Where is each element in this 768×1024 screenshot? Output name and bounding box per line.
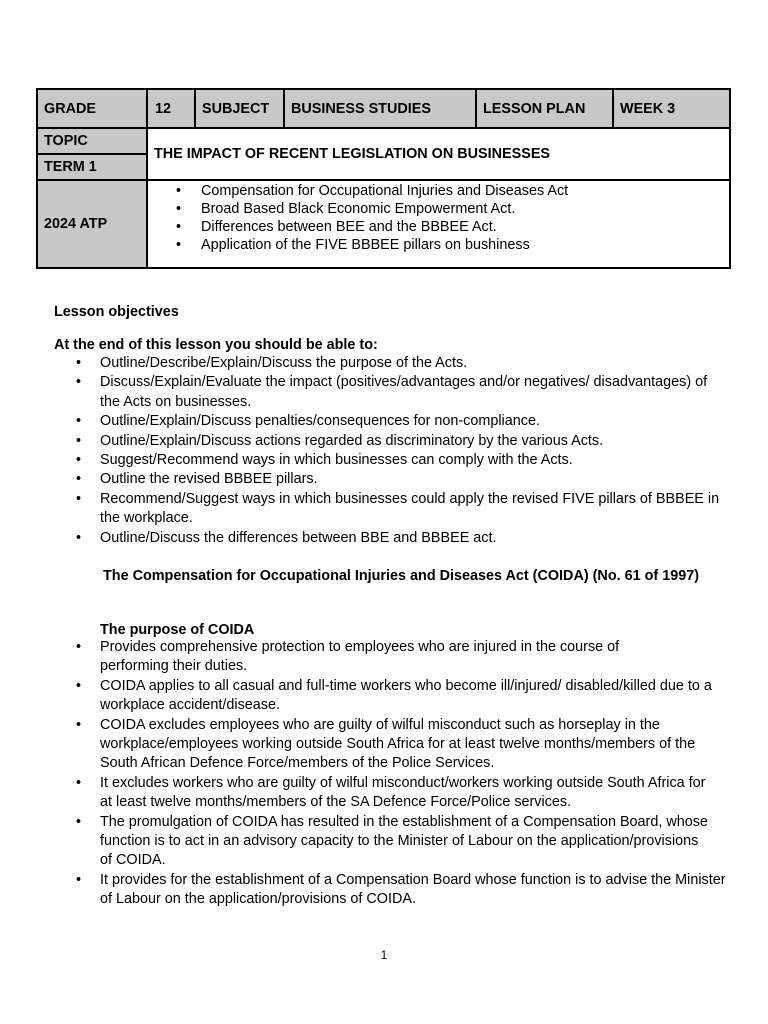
list-item: • It excludes workers who are guilty of wilful misconduct/workers working outside South Africa for at least twelve months/members of the SA Defence Force/Police services.	[54, 774, 734, 813]
lesson-header-table	[36, 88, 731, 269]
list-item: • COIDA excludes employees who are guilty of wilful misconduct such as horseplay in the workplace/employees working outside South Africa for at least twelve months/members of the South African Defence Force/members of the Police Services.	[54, 716, 734, 774]
table-divider	[146, 90, 148, 267]
list-item: • Outline/Explain/Discuss actions regarded as discriminatory by the various Acts.	[54, 432, 734, 451]
objectives-intro: At the end of this lesson you should be able to:	[54, 337, 378, 353]
table-divider	[283, 90, 285, 127]
list-item: • It provides for the establishment of a Compensation Board whose function is to advise the Minister of Labour on the application/provisions of COIDA.	[54, 871, 734, 910]
atp-item: • Compensation for Occupational Injuries and Diseases Act	[148, 182, 568, 200]
list-item: • Suggest/Recommend ways in which businesses can comply with the Acts.	[54, 451, 734, 470]
list-item: • Outline/Discuss the differences between BBE and BBBEE act.	[54, 529, 734, 548]
table-divider	[38, 127, 729, 129]
list-item: • Provides comprehensive protection to employees who are injured in the course of performing their duties.	[54, 638, 734, 677]
coida-title: The Compensation for Occupational Injuries and Diseases Act (COIDA) (No. 61 of 1997)	[103, 568, 699, 584]
coida-purpose-heading: The purpose of COIDA	[100, 622, 255, 638]
topic-label: TOPIC	[38, 129, 146, 153]
grade-label: GRADE	[38, 90, 146, 127]
objectives-heading: Lesson objectives	[54, 304, 179, 320]
list-item: • Discuss/Explain/Evaluate the impact (positives/advantages and/or negatives/ disadvantages) of the Acts on businesses.	[54, 373, 734, 412]
table-divider	[38, 153, 146, 155]
list-item: • Outline/Describe/Explain/Discuss the purpose of the Acts.	[54, 354, 734, 373]
subject-label: SUBJECT	[196, 90, 283, 127]
page-number: 1	[380, 948, 388, 962]
atp-item: • Differences between BEE and the BBBEE Act.	[148, 218, 568, 236]
atp-label: 2024 ATP	[38, 181, 146, 267]
list-item: • Recommend/Suggest ways in which businesses could apply the revised FIVE pillars of BBBEE in the workplace.	[54, 490, 734, 529]
table-divider	[194, 90, 196, 127]
table-divider	[475, 90, 477, 127]
grade-value: 12	[148, 90, 194, 127]
list-item: • COIDA applies to all casual and full-time workers who become ill/injured/ disabled/killed due to a workplace accident/disease.	[54, 677, 734, 716]
term-label: TERM 1	[38, 155, 146, 179]
table-divider	[612, 90, 614, 127]
lesson-plan-label: LESSON PLAN	[477, 90, 612, 127]
coida-purpose-list	[54, 638, 734, 910]
objectives-list	[54, 354, 734, 548]
list-item: • The promulgation of COIDA has resulted in the establishment of a Compensation Board, whose function is to act in an advisory capacity to the Minister of Labour on the application/provisions of COIDA.	[54, 813, 734, 871]
atp-list	[148, 182, 568, 254]
atp-item: • Application of the FIVE BBBEE pillars on bushiness	[148, 236, 568, 254]
table-divider	[38, 179, 729, 181]
atp-item: • Broad Based Black Economic Empowerment Act.	[148, 200, 568, 218]
list-item: • Outline/Explain/Discuss penalties/consequences for non-compliance.	[54, 412, 734, 431]
week-label: WEEK 3	[614, 90, 729, 127]
subject-value: BUSINESS STUDIES	[285, 90, 475, 127]
topic-value: THE IMPACT OF RECENT LEGISLATION ON BUSINESSES	[154, 146, 551, 162]
list-item: • Outline the revised BBBEE pillars.	[54, 470, 734, 489]
